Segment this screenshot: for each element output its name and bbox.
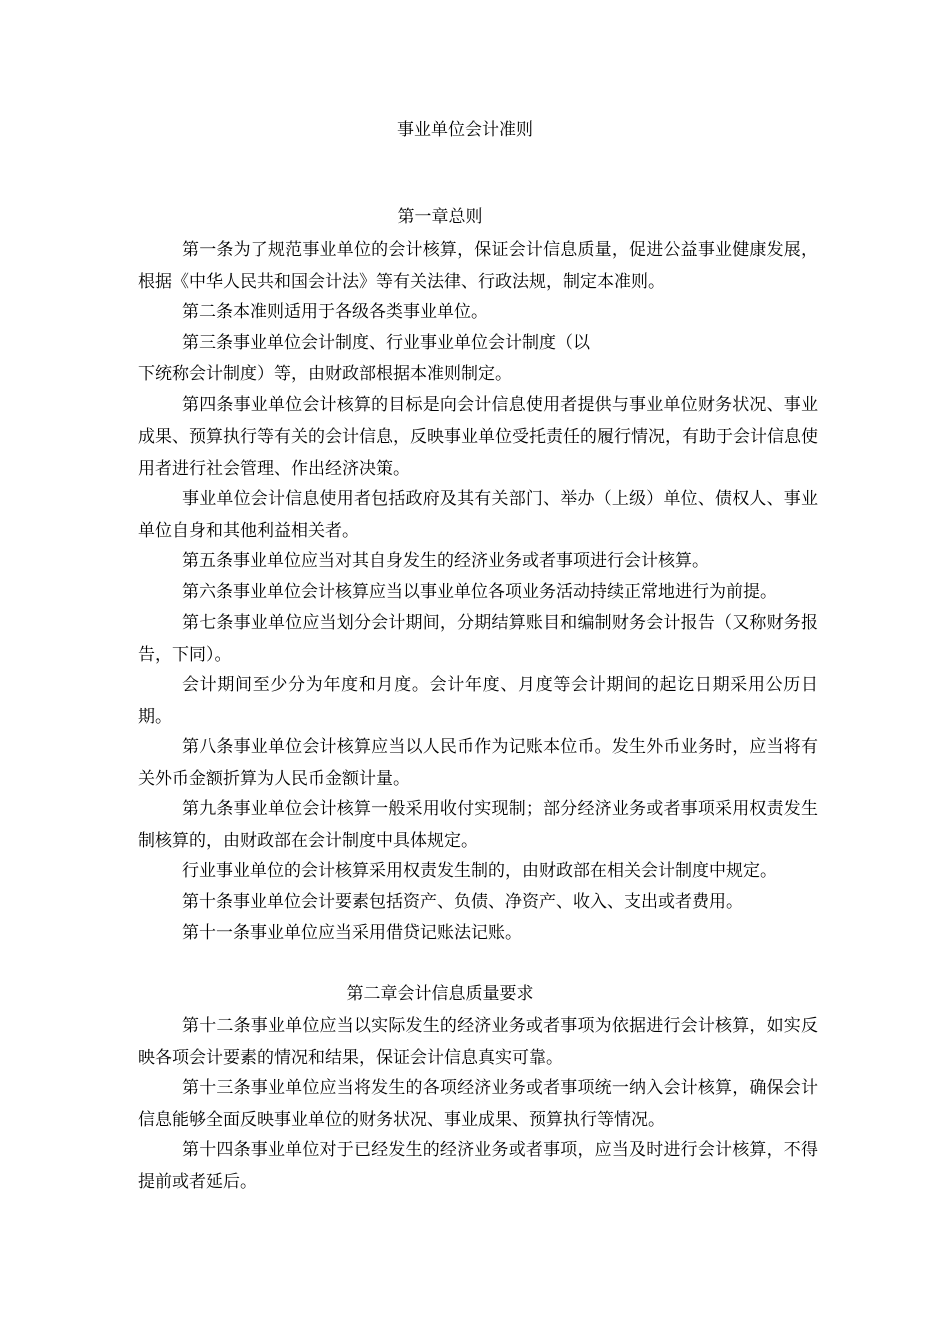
article-4-users-paragraph: 事业单位会计信息使用者包括政府及其有关部门、举办（上级）单位、债权人、事业单位自身和其他利益相关者。 xyxy=(138,489,818,541)
article-7-paragraph: 第七条事业单位应当划分会计期间，分期结算账目和编制财务会计报告（又称财务报告，下同）。 xyxy=(138,613,818,665)
article-6-paragraph: 第六条事业单位会计核算应当以事业单位各项业务活动持续正常地进行为前提。 xyxy=(182,582,777,602)
article-7-period-paragraph: 会计期间至少分为年度和月度。会计年度、月度等会计期间的起讫日期采用公历日期。 xyxy=(138,675,818,727)
article-8-paragraph: 第八条事业单位会计核算应当以人民币作为记账本位币。发生外币业务时，应当将有关外币金额折算为人民币金额计量。 xyxy=(138,737,818,789)
chapter-1-title: 第一章总则 xyxy=(397,207,483,227)
article-3-paragraph-line2: 下统称会计制度）等，由财政部根据本准则制定。 xyxy=(138,364,512,384)
article-3-paragraph-line1: 第三条事业单位会计制度、行业事业单位会计制度（以 xyxy=(182,333,590,353)
chapter-2-title: 第二章会计信息质量要求 xyxy=(346,984,534,1004)
article-14-paragraph: 第十四条事业单位对于已经发生的经济业务或者事项，应当及时进行会计核算，不得提前或者延后。 xyxy=(138,1140,818,1192)
article-9-paragraph: 第九条事业单位会计核算一般采用收付实现制；部分经济业务或者事项采用权责发生制核算的，由财政部在会计制度中具体规定。 xyxy=(138,799,818,851)
article-11-paragraph: 第十一条事业单位应当采用借贷记账法记账。 xyxy=(182,923,522,943)
article-12-paragraph: 第十二条事业单位应当以实际发生的经济业务或者事项为依据进行会计核算，如实反映各项会计要素的情况和结果，保证会计信息真实可靠。 xyxy=(138,1016,818,1068)
article-1-paragraph: 第一条为了规范事业单位的会计核算，保证会计信息质量，促进公益事业健康发展，根据《中华人民共和国会计法》等有关法律、行政法规，制定本准则。 xyxy=(138,240,818,292)
article-13-paragraph: 第十三条事业单位应当将发生的各项经济业务或者事项统一纳入会计核算，确保会计信息能够全面反映事业单位的财务状况、事业成果、预算执行等情况。 xyxy=(138,1078,818,1130)
article-9-industry-paragraph: 行业事业单位的会计核算采用权责发生制的，由财政部在相关会计制度中规定。 xyxy=(182,861,777,881)
article-5-paragraph: 第五条事业单位应当对其自身发生的经济业务或者事项进行会计核算。 xyxy=(182,551,709,571)
article-10-paragraph: 第十条事业单位会计要素包括资产、负债、净资产、收入、支出或者费用。 xyxy=(182,892,743,912)
document-title: 事业单位会计准则 xyxy=(397,120,533,140)
article-2-paragraph: 第二条本准则适用于各级各类事业单位。 xyxy=(182,302,488,322)
article-4-paragraph: 第四条事业单位会计核算的目标是向会计信息使用者提供与事业单位财务状况、事业成果、预算执行等有关的会计信息，反映事业单位受托责任的履行情况，有助于会计信息使用者进行社会管理、作出经济决策。 xyxy=(138,395,818,479)
